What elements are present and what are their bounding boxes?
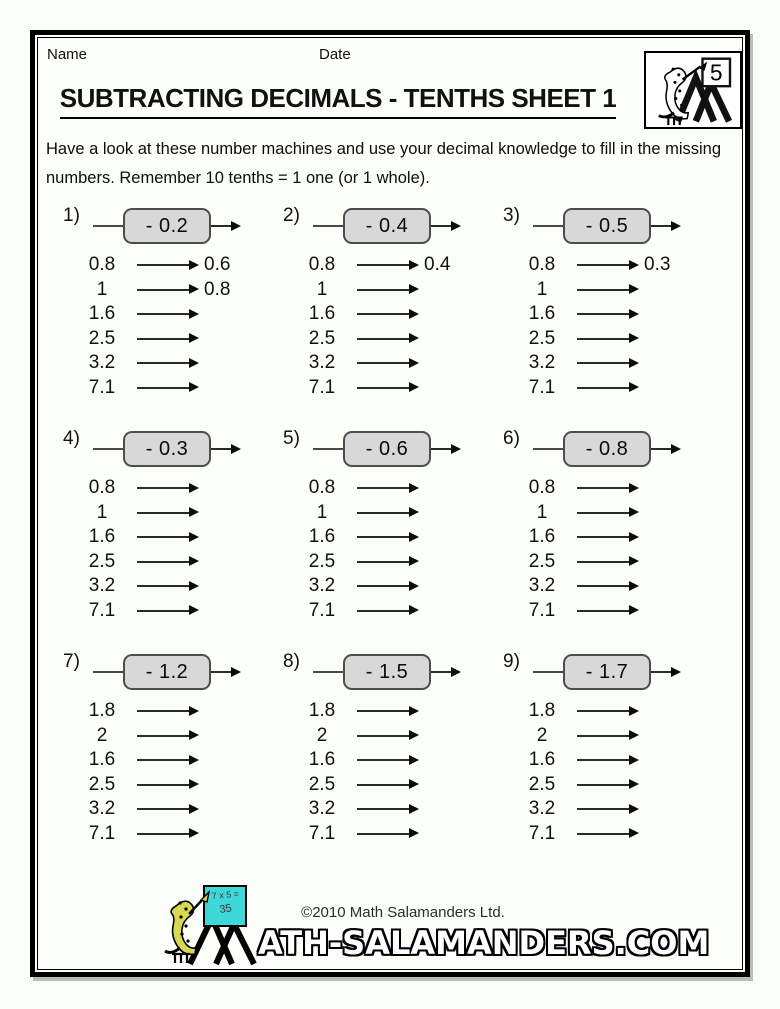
- machine-input-line: [313, 671, 343, 673]
- machine-io-row: [277, 525, 497, 550]
- input-value: 1: [316, 278, 328, 300]
- input-value: 3.2: [88, 798, 116, 820]
- machine-io-row: [497, 822, 717, 847]
- problem-3: [497, 201, 717, 400]
- problems-grid: [57, 201, 717, 846]
- input-value: 1.6: [88, 303, 116, 325]
- input-value: 2: [536, 724, 548, 746]
- problem-number: 7): [63, 651, 80, 672]
- arrow-icon: [357, 610, 409, 612]
- input-value: 1: [536, 278, 548, 300]
- machine-io-row: [57, 574, 277, 599]
- machine-output-arrow-icon: [651, 225, 671, 227]
- arrow-icon: [577, 759, 629, 761]
- input-value: 2: [316, 724, 328, 746]
- problem-7: [57, 647, 277, 846]
- machine-io-row: [497, 797, 717, 822]
- arrow-icon: [137, 784, 189, 786]
- arrow-icon: [577, 561, 629, 563]
- machine-output-arrow-icon: [651, 448, 671, 450]
- machine-io-row: [277, 797, 497, 822]
- machine-io-row: [57, 797, 277, 822]
- input-value: 2.5: [88, 550, 116, 572]
- arrow-icon: [357, 561, 409, 563]
- machine-output-arrow-icon: [211, 671, 231, 673]
- arrow-icon: [357, 735, 409, 737]
- machine-io-row: [497, 278, 717, 303]
- arrow-icon: [137, 735, 189, 737]
- machine-io-row: [277, 699, 497, 724]
- input-value: 3.2: [88, 352, 116, 374]
- input-value: 0.8: [88, 254, 116, 276]
- arrow-icon: [577, 362, 629, 364]
- arrow-icon: [357, 585, 409, 587]
- arrow-icon: [137, 710, 189, 712]
- arrow-icon: [357, 338, 409, 340]
- machine-io-row: [277, 351, 497, 376]
- machine-input-line: [93, 448, 123, 450]
- input-value: 1.6: [308, 749, 336, 771]
- arrow-icon: [137, 833, 189, 835]
- arrow-icon: [357, 833, 409, 835]
- machine-box: - 0.3: [123, 431, 211, 467]
- machine-io-row: [57, 699, 277, 724]
- arrow-icon: [357, 313, 409, 315]
- machine-io-row: [277, 302, 497, 327]
- arrow-icon: [137, 759, 189, 761]
- arrow-icon: [577, 289, 629, 291]
- output-value: 0.6: [204, 254, 231, 276]
- machine-io-row: [497, 773, 717, 798]
- input-value: 3.2: [308, 352, 336, 374]
- arrow-icon: [357, 487, 409, 489]
- machine-box: - 0.2: [123, 208, 211, 244]
- title-wrap: [38, 83, 638, 119]
- machine-io-row: [497, 748, 717, 773]
- board-equation: 7 x 5 =: [211, 888, 240, 901]
- problem-6: [497, 424, 717, 623]
- machine-header: [57, 205, 277, 247]
- arrow-icon: [137, 585, 189, 587]
- machine-io-row: [277, 278, 497, 303]
- problem-number: 2): [283, 205, 300, 226]
- machine-io-row: [57, 525, 277, 550]
- input-value: 1.8: [88, 700, 116, 722]
- sheet-number: 5: [709, 59, 723, 86]
- machine-box: - 0.4: [343, 208, 431, 244]
- arrow-icon: [577, 338, 629, 340]
- arrow-icon: [137, 487, 189, 489]
- input-value: 1: [96, 501, 108, 523]
- machine-input-line: [93, 671, 123, 673]
- machine-io-row: [277, 376, 497, 401]
- input-value: 2.5: [308, 550, 336, 572]
- machine-io-row: [57, 278, 277, 303]
- machine-header: [57, 651, 277, 693]
- arrow-icon: [357, 264, 409, 266]
- arrow-icon: [577, 387, 629, 389]
- machine-output-arrow-icon: [431, 225, 451, 227]
- machine-io-row: [57, 550, 277, 575]
- output-value: 0.8: [204, 278, 231, 300]
- machine-io-row: [57, 253, 277, 278]
- machine-io-row: [57, 599, 277, 624]
- machine-box: - 1.2: [123, 654, 211, 690]
- problem-9: [497, 647, 717, 846]
- machine-input-line: [93, 225, 123, 227]
- input-value: 0.8: [308, 254, 336, 276]
- machine-io-row: [277, 476, 497, 501]
- machine-io-row: [57, 822, 277, 847]
- arrow-icon: [357, 289, 409, 291]
- input-value: 7.1: [88, 599, 116, 621]
- machine-io-row: [57, 302, 277, 327]
- arrow-icon: [137, 536, 189, 538]
- problem-5: [277, 424, 497, 623]
- machine-output-arrow-icon: [431, 671, 451, 673]
- machine-io-row: [277, 724, 497, 749]
- input-value: 2.5: [308, 773, 336, 795]
- arrow-icon: [577, 536, 629, 538]
- machine-input-line: [533, 225, 563, 227]
- input-value: 1.6: [528, 749, 556, 771]
- arrow-icon: [137, 561, 189, 563]
- input-value: 1.6: [88, 526, 116, 548]
- input-value: 7.1: [528, 376, 556, 398]
- problem-number: 9): [503, 651, 520, 672]
- arrow-icon: [357, 362, 409, 364]
- machine-io-row: [57, 501, 277, 526]
- input-value: 2.5: [308, 327, 336, 349]
- arrow-icon: [137, 610, 189, 612]
- machine-io-row: [497, 699, 717, 724]
- machine-header: [277, 205, 497, 247]
- input-value: 7.1: [308, 822, 336, 844]
- instructions-text: Have a look at these number machines and use your decimal knowledge to fill in the missing numbers. Remember 10 tenths = 1 one (or 1 whole).: [46, 140, 722, 187]
- problem-number: 8): [283, 651, 300, 672]
- input-value: 7.1: [88, 822, 116, 844]
- date-label: Date: [319, 46, 351, 63]
- arrow-icon: [577, 313, 629, 315]
- machine-header: [497, 428, 717, 470]
- machine-io-row: [497, 302, 717, 327]
- problem-number: 1): [63, 205, 80, 226]
- input-value: 2.5: [88, 327, 116, 349]
- arrow-icon: [357, 784, 409, 786]
- machine-input-line: [313, 225, 343, 227]
- input-value: 0.8: [528, 477, 556, 499]
- machine-box: - 0.5: [563, 208, 651, 244]
- arrow-icon: [137, 387, 189, 389]
- machine-io-row: [57, 476, 277, 501]
- machine-io-row: [497, 327, 717, 352]
- input-value: 2.5: [528, 773, 556, 795]
- page-title: SUBTRACTING DECIMALS - TENTHS SHEET 1: [60, 83, 616, 119]
- machine-io-row: [57, 773, 277, 798]
- input-value: 1.6: [308, 303, 336, 325]
- arrow-icon: [357, 808, 409, 810]
- input-value: 7.1: [88, 376, 116, 398]
- machine-io-row: [277, 501, 497, 526]
- arrow-icon: [137, 808, 189, 810]
- machine-io-row: [497, 351, 717, 376]
- input-value: 3.2: [528, 798, 556, 820]
- output-value: 0.4: [424, 254, 451, 276]
- machine-io-row: [57, 351, 277, 376]
- arrow-icon: [137, 289, 189, 291]
- problem-2: [277, 201, 497, 400]
- machine-header: [497, 651, 717, 693]
- arrow-icon: [357, 759, 409, 761]
- input-value: 2.5: [528, 550, 556, 572]
- output-value: 0.3: [644, 254, 671, 276]
- arrow-icon: [137, 313, 189, 315]
- input-value: 0.8: [528, 254, 556, 276]
- machine-io-row: [57, 327, 277, 352]
- brand-logo: [158, 884, 709, 966]
- page-inner-border: [37, 37, 743, 970]
- machine-io-row: [497, 525, 717, 550]
- machine-io-row: [497, 599, 717, 624]
- input-value: 0.8: [308, 477, 336, 499]
- machine-output-arrow-icon: [211, 448, 231, 450]
- machine-output-arrow-icon: [651, 671, 671, 673]
- salamander-easel-icon: [158, 884, 266, 966]
- input-value: 3.2: [528, 575, 556, 597]
- worksheet-page: [30, 30, 750, 977]
- salamander-logo-icon: [646, 53, 740, 127]
- machine-header: [277, 651, 497, 693]
- machine-io-row: [277, 599, 497, 624]
- arrow-icon: [577, 710, 629, 712]
- arrow-icon: [357, 536, 409, 538]
- machine-io-row: [497, 253, 717, 278]
- machine-io-row: [497, 550, 717, 575]
- math-salamanders-corner-logo: [644, 51, 742, 129]
- input-value: 1.6: [528, 303, 556, 325]
- input-value: 3.2: [88, 575, 116, 597]
- machine-box: - 1.7: [563, 654, 651, 690]
- machine-box: - 1.5: [343, 654, 431, 690]
- input-value: 0.8: [88, 477, 116, 499]
- input-value: 1.8: [308, 700, 336, 722]
- machine-io-row: [277, 327, 497, 352]
- problem-8: [277, 647, 497, 846]
- problem-number: 5): [283, 428, 300, 449]
- arrow-icon: [577, 585, 629, 587]
- arrow-icon: [137, 264, 189, 266]
- problem-number: 6): [503, 428, 520, 449]
- machine-io-row: [497, 501, 717, 526]
- input-value: 3.2: [528, 352, 556, 374]
- machine-output-arrow-icon: [211, 225, 231, 227]
- machine-io-row: [57, 748, 277, 773]
- arrow-icon: [357, 512, 409, 514]
- machine-io-row: [57, 724, 277, 749]
- machine-io-row: [277, 253, 497, 278]
- arrow-icon: [577, 264, 629, 266]
- machine-header: [277, 428, 497, 470]
- machine-io-row: [497, 376, 717, 401]
- input-value: 1: [96, 278, 108, 300]
- input-value: 7.1: [308, 376, 336, 398]
- arrow-icon: [577, 512, 629, 514]
- machine-output-arrow-icon: [431, 448, 451, 450]
- machine-io-row: [277, 574, 497, 599]
- machine-header: [497, 205, 717, 247]
- name-label: Name: [47, 46, 88, 63]
- machine-io-row: [277, 822, 497, 847]
- machine-box: - 0.6: [343, 431, 431, 467]
- input-value: 7.1: [528, 822, 556, 844]
- arrow-icon: [137, 512, 189, 514]
- copyright-text: ©2010 Math Salamanders Ltd.: [301, 904, 505, 921]
- machine-box: - 0.8: [563, 431, 651, 467]
- input-value: 2.5: [528, 327, 556, 349]
- arrow-icon: [577, 487, 629, 489]
- input-value: 3.2: [308, 575, 336, 597]
- problem-1: [57, 201, 277, 400]
- machine-io-row: [497, 724, 717, 749]
- arrow-icon: [137, 362, 189, 364]
- input-value: 2: [96, 724, 108, 746]
- machine-io-row: [497, 476, 717, 501]
- machine-header: [57, 428, 277, 470]
- problem-number: 3): [503, 205, 520, 226]
- arrow-icon: [577, 808, 629, 810]
- arrow-icon: [357, 710, 409, 712]
- input-value: 7.1: [528, 599, 556, 621]
- input-value: 1.8: [528, 700, 556, 722]
- arrow-icon: [577, 735, 629, 737]
- input-value: 7.1: [308, 599, 336, 621]
- machine-io-row: [277, 773, 497, 798]
- arrow-icon: [577, 610, 629, 612]
- machine-io-row: [497, 574, 717, 599]
- input-value: 1.6: [88, 749, 116, 771]
- arrow-icon: [577, 784, 629, 786]
- machine-input-line: [313, 448, 343, 450]
- machine-io-row: [57, 376, 277, 401]
- input-value: 1.6: [528, 526, 556, 548]
- machine-input-line: [533, 448, 563, 450]
- problem-4: [57, 424, 277, 623]
- input-value: 3.2: [308, 798, 336, 820]
- machine-io-row: [277, 550, 497, 575]
- arrow-icon: [137, 338, 189, 340]
- machine-input-line: [533, 671, 563, 673]
- input-value: 1.6: [308, 526, 336, 548]
- arrow-icon: [357, 387, 409, 389]
- arrow-icon: [577, 833, 629, 835]
- problem-number: 4): [63, 428, 80, 449]
- board-answer: 35: [218, 902, 233, 916]
- machine-io-row: [277, 748, 497, 773]
- input-value: 1: [316, 501, 328, 523]
- input-value: 1: [536, 501, 548, 523]
- brand-text: ATH-SALAMANDERS.COM: [258, 924, 710, 962]
- input-value: 2.5: [88, 773, 116, 795]
